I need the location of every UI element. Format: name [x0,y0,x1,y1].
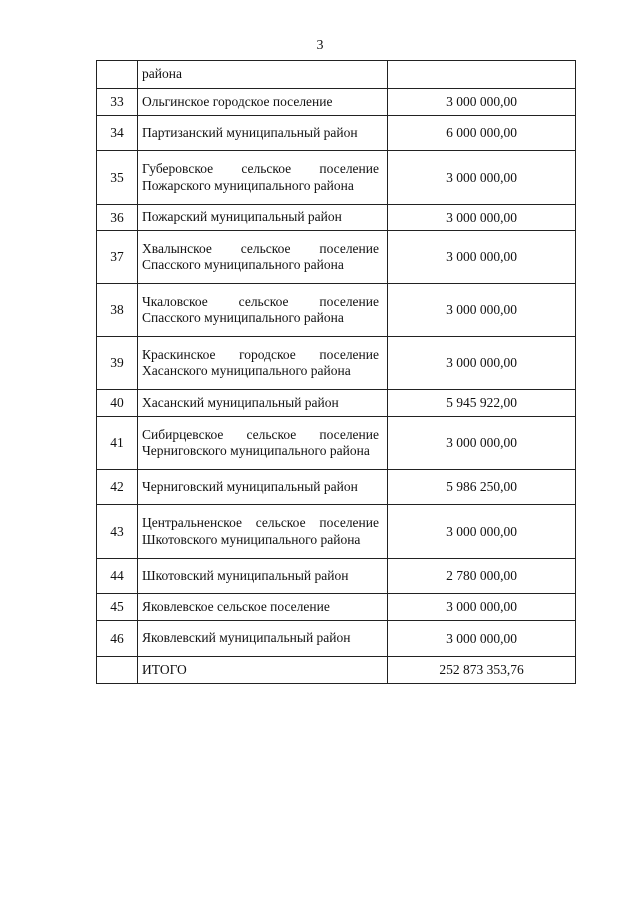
amount-value: 5 986 250,00 [388,470,576,505]
amount-value: 3 000 000,00 [388,621,576,657]
row-number: 34 [97,116,138,151]
recipient-name: Пожарский муниципальный район [138,205,388,231]
amount-value: 3 000 000,00 [388,505,576,559]
table-row [97,621,576,657]
recipient-name: Черниговский муниципальный район [138,470,388,505]
row-number: 38 [97,284,138,337]
row-number: 46 [97,621,138,657]
row-number: 40 [97,390,138,417]
amount-value: 6 000 000,00 [388,116,576,151]
recipient-name: Яковлевский муниципальный район [138,621,388,657]
amount-value: 3 000 000,00 [388,231,576,284]
recipient-name: Яковлевское сельское поселение [138,594,388,621]
table-row [97,61,576,89]
table-row [97,205,576,231]
recipient-name: Партизанский муниципальный район [138,116,388,151]
row-number: 41 [97,417,138,470]
total-label: ИТОГО [138,657,388,684]
row-number: 39 [97,337,138,390]
amount-value: 5 945 922,00 [388,390,576,417]
table-row [97,284,576,337]
page-number: 3 [316,38,324,53]
table-row [97,390,576,417]
table-row [97,417,576,470]
recipient-name: Хвалынское сельское поселение Спасского муниципального района [138,231,388,284]
row-number [97,61,138,89]
table-row [97,337,576,390]
row-number: 35 [97,151,138,205]
table-row [97,594,576,621]
recipient-name: Губеровское сельское поселение Пожарского муниципального района [138,151,388,205]
recipient-name: Краскинское городское поселение Хасанского муниципального района [138,337,388,390]
recipient-name: Чкаловское сельское поселение Спасского муниципального района [138,284,388,337]
table-row-total [97,657,576,684]
amount-value: 2 780 000,00 [388,559,576,594]
recipient-name: Сибирцевское сельское поселение Черниговского муниципального района [138,417,388,470]
recipient-name: Шкотовский муниципальный район [138,559,388,594]
table-row [97,559,576,594]
row-number: 33 [97,89,138,116]
allocation-table [96,60,576,684]
row-number: 45 [97,594,138,621]
amount-value: 3 000 000,00 [388,151,576,205]
amount-value: 3 000 000,00 [388,205,576,231]
amount-value: 3 000 000,00 [388,89,576,116]
table-row [97,116,576,151]
table-row [97,470,576,505]
amount-value [388,61,576,89]
table-row [97,151,576,205]
recipient-name: Ольгинское городское поселение [138,89,388,116]
amount-value: 3 000 000,00 [388,417,576,470]
amount-value: 3 000 000,00 [388,594,576,621]
row-number [97,657,138,684]
amount-value: 3 000 000,00 [388,337,576,390]
recipient-name: Центральненское сельское поселение Шкотовского муниципального района [138,505,388,559]
row-number: 37 [97,231,138,284]
recipient-name: Хасанский муниципальный район [138,390,388,417]
table-row [97,89,576,116]
row-number: 43 [97,505,138,559]
row-number: 44 [97,559,138,594]
row-number: 42 [97,470,138,505]
table-row [97,231,576,284]
amount-value: 3 000 000,00 [388,284,576,337]
table-row [97,505,576,559]
row-number: 36 [97,205,138,231]
total-amount: 252 873 353,76 [388,657,576,684]
recipient-name: района [138,61,388,89]
